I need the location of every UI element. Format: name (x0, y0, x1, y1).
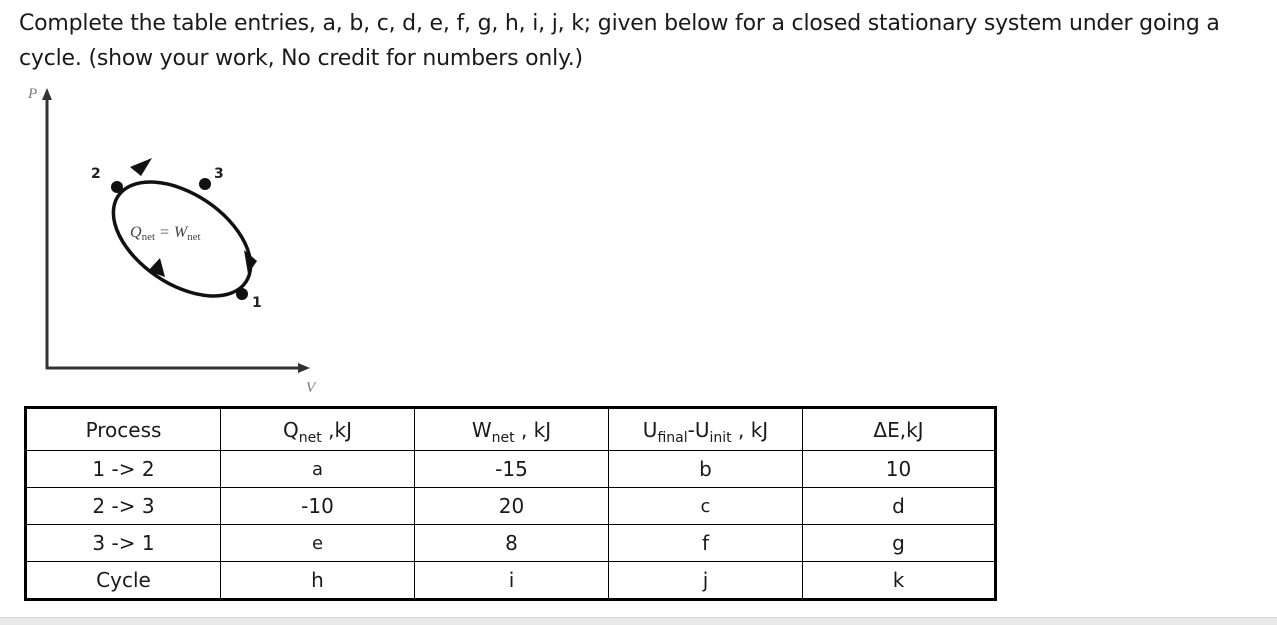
header-process: Process (26, 408, 221, 451)
point-3-label: 3 (214, 166, 224, 182)
p-axis-label: P (28, 86, 38, 102)
cell-qnet: h (221, 562, 415, 600)
cell-delta-u: c (609, 488, 803, 525)
cell-process: Cycle (26, 562, 221, 600)
cell-process: 1 -> 2 (26, 451, 221, 488)
cell-wnet: 20 (415, 488, 609, 525)
v-axis-arrow (298, 363, 310, 373)
table-row (26, 562, 996, 600)
cell-qnet: -10 (221, 488, 415, 525)
point-2-label: 2 (91, 166, 101, 182)
header-delta-e: ΔE,kJ (803, 408, 996, 451)
table-header-row (26, 408, 996, 451)
cell-process: 3 -> 1 (26, 525, 221, 562)
table-row (26, 488, 996, 525)
header-wnet: $W_{net}$ , kJ (415, 408, 609, 451)
arrow-2-to-3 (130, 158, 152, 176)
cell-delta-u: b (609, 451, 803, 488)
cycle-label: Qnet = Wnet (130, 224, 201, 243)
cell-delta-e: k (803, 562, 996, 600)
cell-wnet: -15 (415, 451, 609, 488)
cell-delta-e: g (803, 525, 996, 562)
v-axis-label: V (306, 380, 316, 396)
table-row (26, 451, 996, 488)
table-row (26, 525, 996, 562)
cell-wnet: 8 (415, 525, 609, 562)
question-text: Complete the table entries, a, b, c, d, e, f, g, h, i, j, k; given below for a closed stationary system under going a cycle. (show your work, No credit for numbers only.) (19, 11, 1220, 71)
cell-delta-e: 10 (803, 451, 996, 488)
point-2 (111, 181, 123, 193)
process-table (24, 406, 997, 601)
point-1-label: 1 (252, 295, 262, 311)
point-1 (236, 288, 248, 300)
cell-qnet: e (221, 525, 415, 562)
pv-diagram (0, 80, 340, 400)
cell-process: 2 -> 3 (26, 488, 221, 525)
cell-wnet: i (415, 562, 609, 600)
header-qnet: $Q_{net}$ ,kJ (221, 408, 415, 451)
cell-delta-u: j (609, 562, 803, 600)
cell-delta-u: f (609, 525, 803, 562)
point-3 (199, 178, 211, 190)
cell-qnet: a (221, 451, 415, 488)
cell-delta-e: d (803, 488, 996, 525)
p-axis-arrow (42, 88, 52, 100)
header-delta-u: $U_{final}-U_{init}$ , kJ (609, 408, 803, 451)
